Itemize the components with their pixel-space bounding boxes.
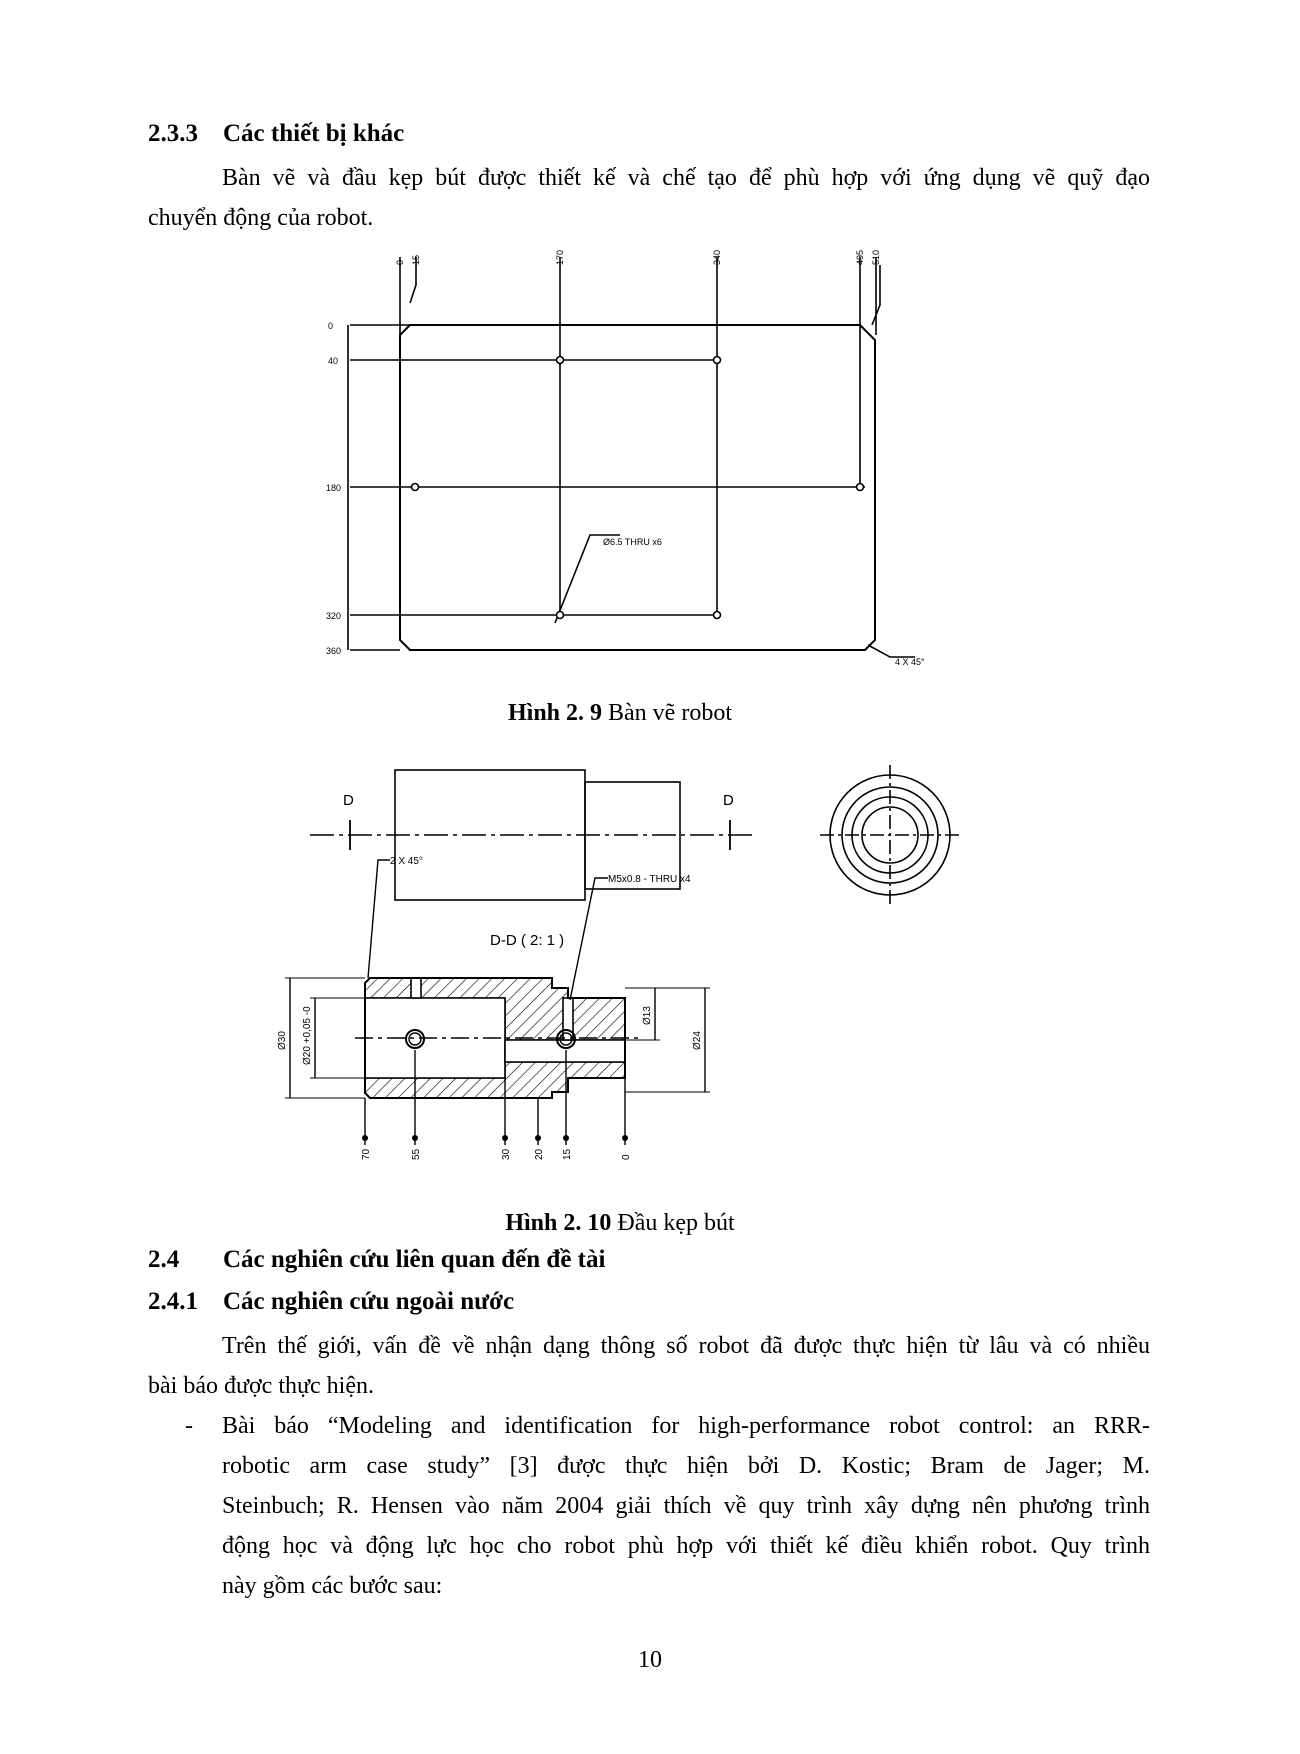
top-dim-label: 510 xyxy=(871,249,881,265)
top-dim-label: 170 xyxy=(555,249,565,265)
top-dim-label: 0 xyxy=(395,259,405,265)
section-title: D-D ( 2: 1 ) xyxy=(490,932,565,949)
section-title: Các nghiên cứu liên quan đến đề tài xyxy=(223,1246,606,1273)
section-2-3-3-heading xyxy=(148,120,405,148)
hole-note: Ø6.5 THRU x6 xyxy=(603,537,662,547)
dim-right-inner: Ø13 xyxy=(642,1006,653,1025)
bottom-dim-label: 55 xyxy=(411,1148,422,1160)
dim-inner-diameter: Ø20 +0,05 -0 xyxy=(302,1006,313,1065)
section-2-4-1-heading xyxy=(148,1288,515,1316)
figure-2-9-caption xyxy=(0,700,1240,727)
caption-label: Hình 2. 10 xyxy=(505,1210,612,1236)
section-2-4-heading xyxy=(148,1246,606,1274)
dim-outer-diameter: Ø30 xyxy=(277,1031,288,1050)
chamfer-note: 4 X 45° xyxy=(895,657,925,667)
bottom-dim-label: 15 xyxy=(562,1148,573,1160)
side-dim-label: 320 xyxy=(326,611,342,621)
paragraph-line: Bàn vẽ và đầu kẹp bút được thiết kế và chế tạo để phù hợp với ứng dụng vẽ quỹ đạo xyxy=(222,165,1150,191)
bullet-line: này gồm các bước sau: xyxy=(222,1573,443,1599)
paragraph-line: bài báo được thực hiện. xyxy=(148,1373,374,1399)
caption-text: Đầu kẹp bút xyxy=(611,1210,735,1236)
bottom-dim-label: 0 xyxy=(621,1154,632,1160)
page-number: 10 xyxy=(638,1647,662,1673)
figure-2-9-board-drawing xyxy=(320,245,940,675)
bullet-line: động học và động lực học cho robot phù hợp với thiết kế điều khiển robot. Quy trình xyxy=(222,1533,1150,1559)
thread-note: M5x0.8 - THRU x4 xyxy=(608,874,691,885)
side-dim-label: 40 xyxy=(328,356,339,366)
top-dim-label: 15 xyxy=(411,254,421,265)
section-marker: D xyxy=(343,792,354,809)
bottom-dim-label: 30 xyxy=(501,1148,512,1160)
section-marker: D xyxy=(723,792,734,809)
dim-right-outer: Ø24 xyxy=(692,1031,703,1050)
bullet-line: Steinbuch; R. Hensen vào năm 2004 giải thích về quy trình xây dựng nên phương trình xyxy=(222,1493,1150,1519)
section-number: 2.4.1 xyxy=(148,1288,198,1315)
figure-2-10-caption xyxy=(0,1210,1240,1237)
figure-2-10-pen-holder-drawing xyxy=(277,760,990,1190)
top-dim-label: 340 xyxy=(712,249,722,265)
chamfer-note: 2 X 45° xyxy=(390,856,423,867)
side-dim-label: 180 xyxy=(326,483,342,493)
bullet-dash: - xyxy=(185,1413,193,1439)
section-title: Các thiết bị khác xyxy=(223,120,405,147)
side-dim-label: 0 xyxy=(328,321,334,331)
bullet-line: Bài báo “Modeling and identification for high-performance robot control: an RRR- xyxy=(222,1413,1150,1439)
bottom-dim-label: 20 xyxy=(534,1148,545,1160)
caption-label: Hình 2. 9 xyxy=(507,700,603,726)
bottom-dim-label: 70 xyxy=(361,1148,372,1160)
caption-text: Bàn vẽ robot xyxy=(602,700,732,726)
bullet-line: robotic arm case study” [3] được thực hiện bởi D. Kostic; Bram de Jager; M. xyxy=(222,1453,1150,1479)
side-dim-label: 360 xyxy=(326,646,342,656)
paragraph-line: Trên thế giới, vấn đề về nhận dạng thông số robot đã được thực hiện từ lâu và có nhiều xyxy=(222,1333,1150,1359)
section-title: Các nghiên cứu ngoài nước xyxy=(223,1288,515,1315)
section-number: 2.4 xyxy=(148,1246,180,1273)
paragraph-line: chuyển động của robot. xyxy=(148,205,374,231)
section-number: 2.3.3 xyxy=(148,120,198,147)
top-dim-label: 495 xyxy=(855,249,865,265)
